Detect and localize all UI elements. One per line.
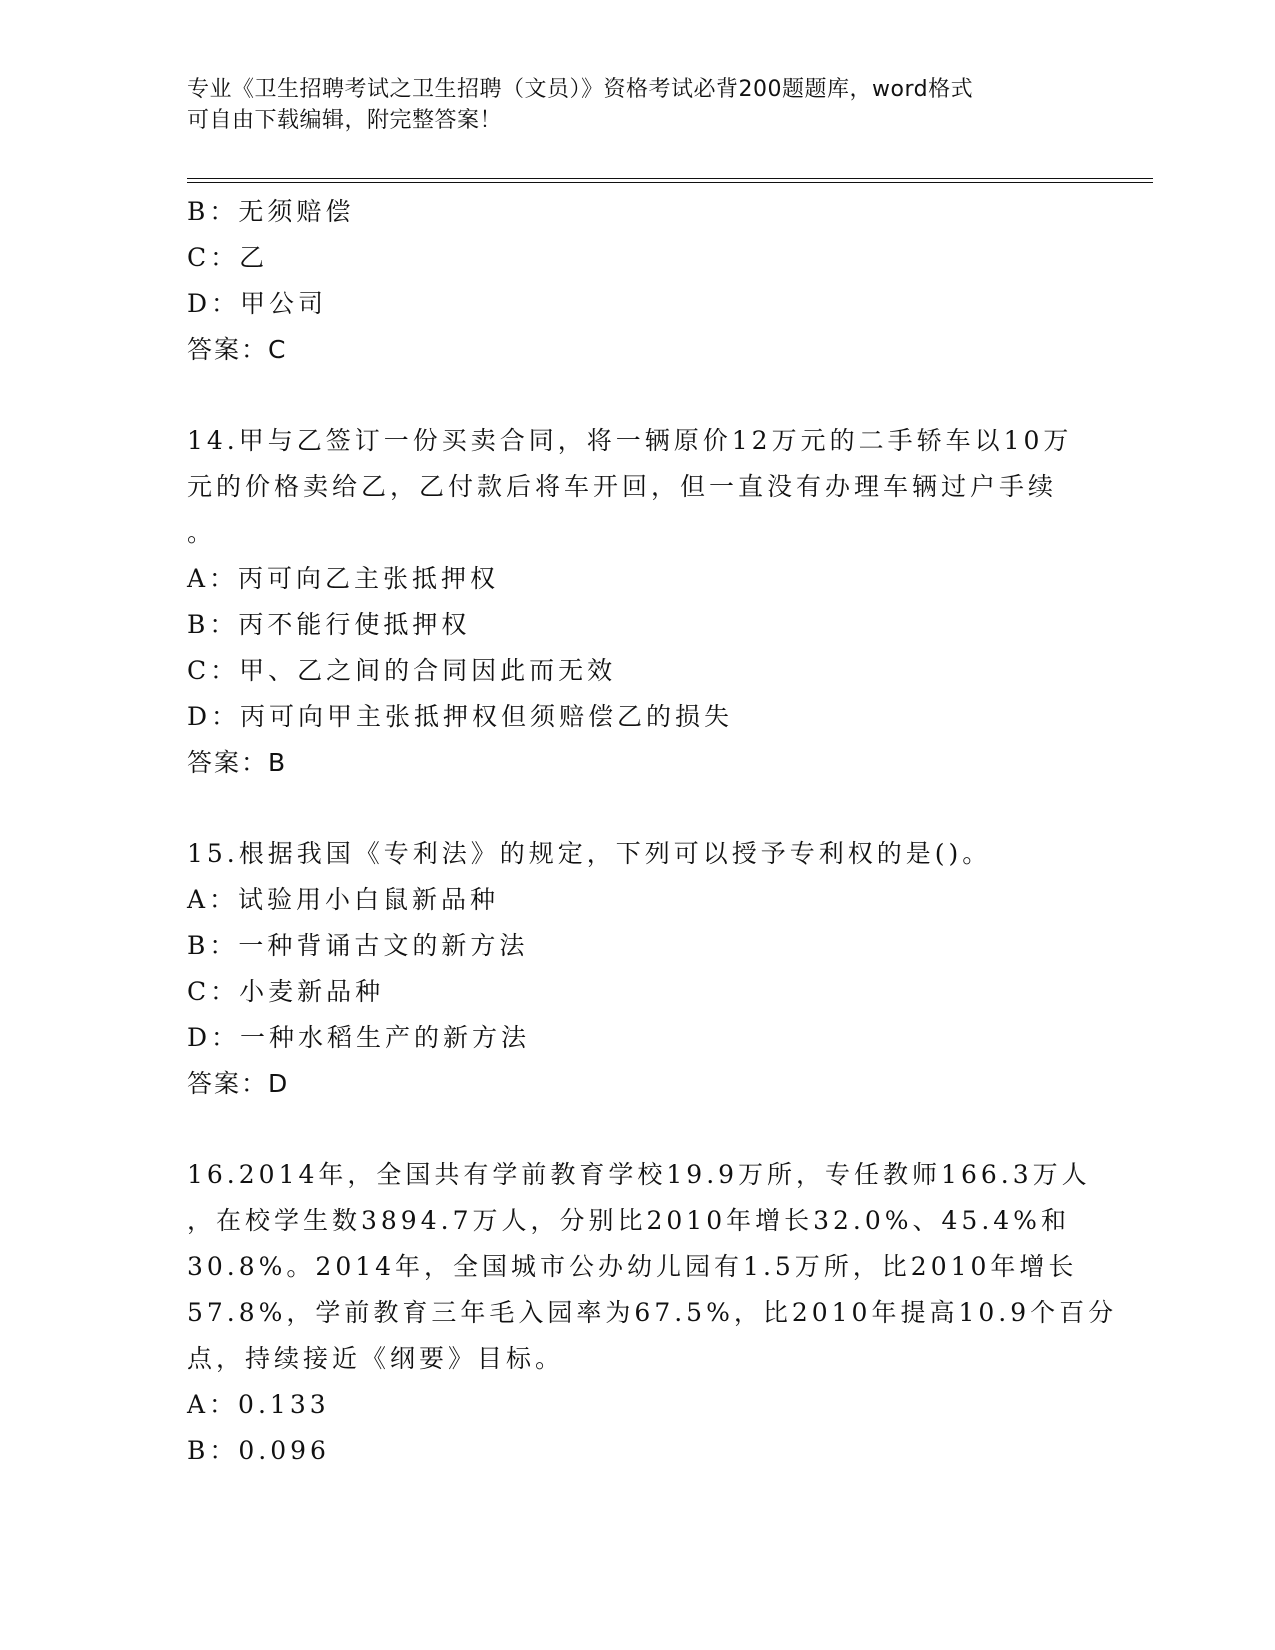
- question-text-line: 57.8%，学前教育三年毛入园率为67.5%，比2010年提高10.9个百分: [187, 1298, 1118, 1327]
- answer-line: 答案：D: [187, 1069, 290, 1098]
- question-14: [187, 418, 1087, 786]
- document-header: [187, 74, 1067, 136]
- spacer: [187, 1107, 1087, 1152]
- question-16: [187, 1152, 1118, 1474]
- option-c: C：甲、乙之间的合同因此而无效: [187, 656, 617, 685]
- option-b: B：一种背诵古文的新方法: [187, 931, 529, 960]
- header-line-2: 可自由下载编辑，附完整答案！: [187, 108, 503, 133]
- option-a: A：0.133: [187, 1390, 330, 1419]
- question-15: [187, 831, 1087, 1107]
- answer-line: 答案：C: [187, 335, 288, 364]
- question-content: [187, 189, 1118, 1474]
- spacer: [187, 786, 1087, 831]
- option-d: D：甲公司: [187, 289, 328, 318]
- question-13: [187, 189, 1087, 373]
- option-b: B：丙不能行使抵押权: [187, 610, 471, 639]
- option-a: A：丙可向乙主张抵押权: [187, 564, 500, 593]
- header-line-1: 专业《卫生招聘考试之卫生招聘（文员）》资格考试必背200题题库，word格式: [187, 77, 974, 102]
- option-c: C：小麦新品种: [187, 977, 385, 1006]
- question-text-line: 15.根据我国《专利法》的规定，下列可以授予专利权的是()。: [187, 839, 992, 868]
- option-d: D：一种水稻生产的新方法: [187, 1023, 531, 1052]
- question-text-line: 16.2014年，全国共有学前教育学校19.9万所，专任教师166.3万人: [187, 1160, 1091, 1189]
- question-text-line: ，在校学生数3894.7万人，分别比2010年增长32.0%、45.4%和: [187, 1206, 1070, 1235]
- option-d: D：丙可向甲主张抵押权但须赔偿乙的损失: [187, 702, 734, 731]
- header-divider-top: [187, 178, 1153, 179]
- header-divider-bottom: [187, 182, 1153, 183]
- option-b: B：无须赔偿: [187, 197, 355, 226]
- option-b: B：0.096: [187, 1436, 330, 1465]
- question-text-line: 点，持续接近《纲要》目标。: [187, 1344, 565, 1373]
- option-c: C：乙: [187, 243, 269, 272]
- spacer: [187, 373, 1087, 418]
- option-a: A：试验用小白鼠新品种: [187, 885, 500, 914]
- question-text-line: 14.甲与乙签订一份买卖合同，将一辆原价12万元的二手轿车以10万: [187, 426, 1073, 455]
- question-text-line: 。: [187, 518, 217, 547]
- question-text-line: 元的价格卖给乙，乙付款后将车开回，但一直没有办理车辆过户手续: [187, 472, 1058, 501]
- question-text-line: 30.8%。2014年，全国城市公办幼儿园有1.5万所，比2010年增长: [187, 1252, 1078, 1281]
- answer-line: 答案：B: [187, 748, 288, 777]
